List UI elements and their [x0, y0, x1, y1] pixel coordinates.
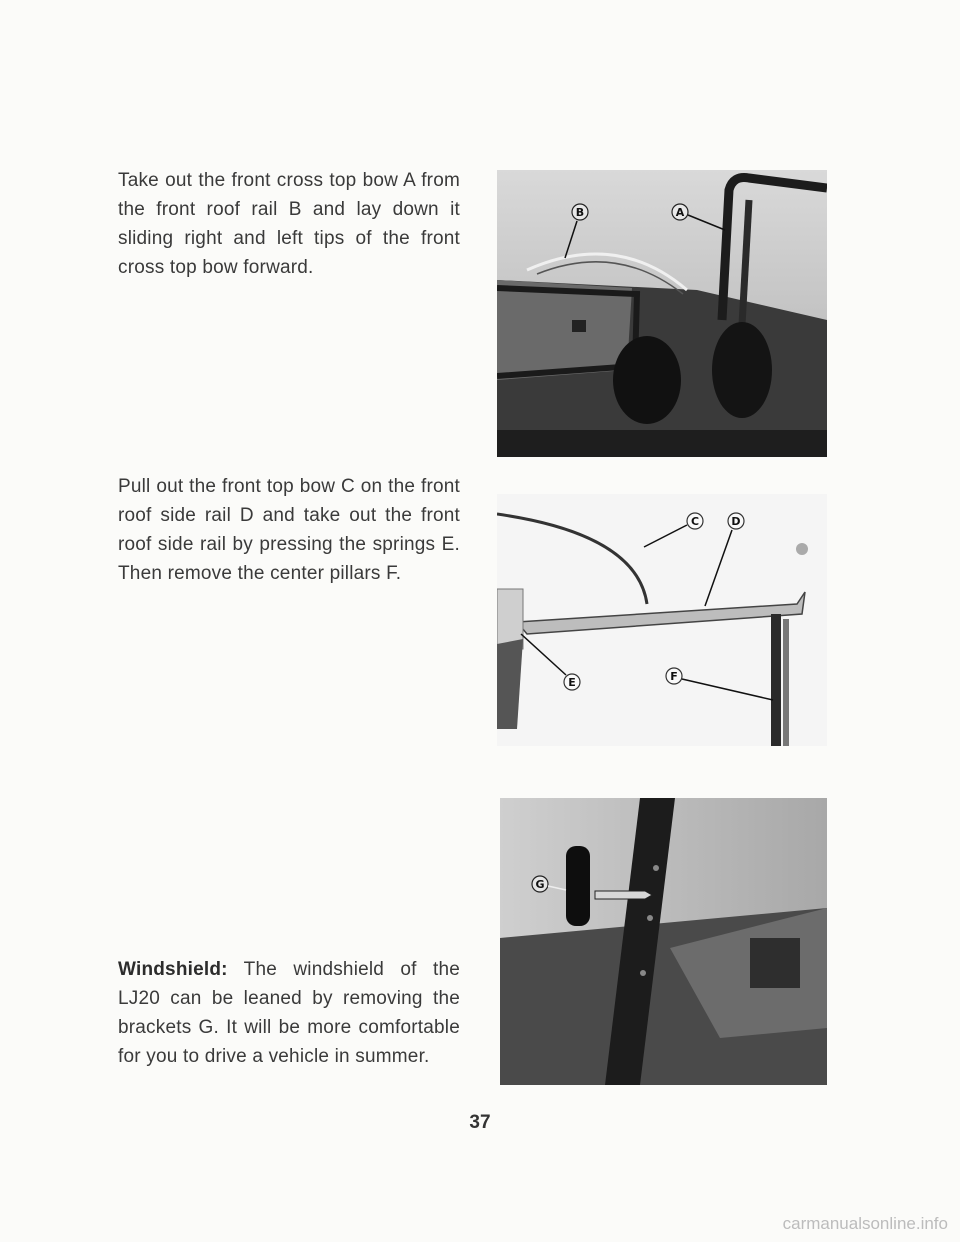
windshield-heading: Windshield:	[118, 959, 228, 980]
svg-text:C: C	[690, 515, 700, 528]
photo-windshield-bracket	[500, 798, 827, 1085]
instruction-roof-side-rail	[118, 472, 460, 588]
svg-text:E: E	[568, 676, 576, 689]
instruction-roof-side-rail-text: Pull out the front top bow C on the front roof side rail D and take out the front roof side rail by pressing the springs E. Then remove the center pillars F.	[118, 476, 460, 584]
instruction-windshield	[118, 955, 460, 1071]
watermark: carmanualsonline.info	[782, 1214, 948, 1233]
page-number: 37	[469, 1112, 491, 1133]
svg-text:G: G	[535, 878, 545, 891]
instruction-top-bow	[118, 166, 460, 282]
svg-text:F: F	[670, 670, 678, 683]
instruction-top-bow-text: Take out the front cross top bow A from the front roof rail B and lay down it sliding right and left tips of the front cross top bow forward.	[118, 170, 460, 278]
photo-front-roof-side-rail-image	[497, 494, 827, 746]
photo-front-roof-side-rail	[497, 494, 827, 746]
photo-front-cross-top-bow-image	[497, 170, 827, 457]
svg-text:D: D	[731, 515, 741, 528]
photo-windshield-bracket-image	[500, 798, 827, 1085]
svg-text:A: A	[675, 206, 685, 219]
instruction-windshield-text: The windshield of the LJ20 can be leaned by removing the brackets G. It will be more comfortable for you to drive a vehicle in summer.	[118, 959, 460, 1067]
photo-front-cross-top-bow	[497, 170, 827, 457]
svg-text:B: B	[575, 206, 585, 219]
